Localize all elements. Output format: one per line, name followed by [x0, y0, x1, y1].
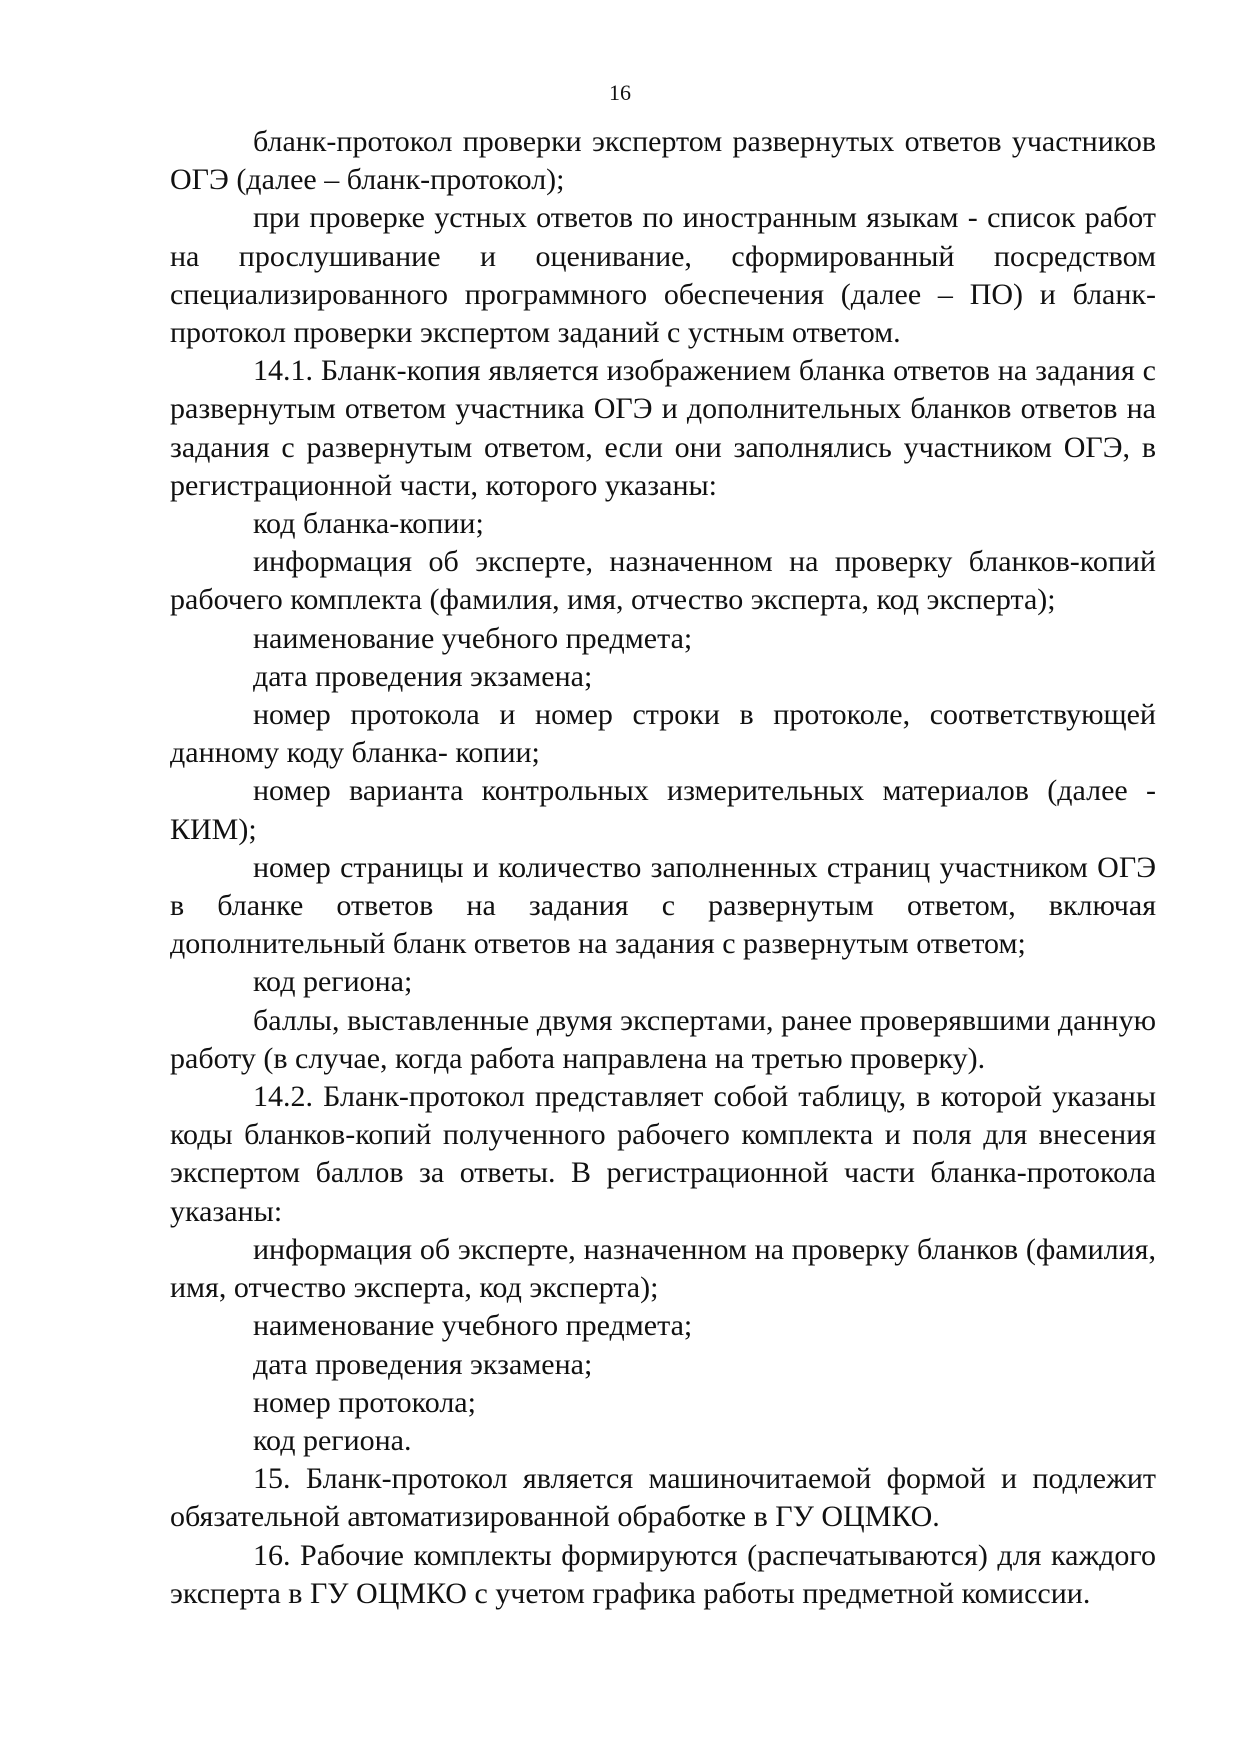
list-item: дата проведения экзамена;	[253, 1347, 593, 1381]
page-number: 16	[609, 80, 631, 105]
list-item: номер протокола;	[253, 1385, 476, 1419]
list-item: код региона;	[253, 965, 413, 999]
document-body	[170, 123, 1156, 1613]
paragraph: 15. Бланк-протокол является машиночитаемой формой и подлежит обязательной автоматизированной обработке в ГУ ОЦМКО.	[170, 1462, 1156, 1534]
paragraph: бланк-протокол проверки экспертом развернутых ответов участников ОГЭ (далее – бланк-протокол);	[170, 125, 1156, 197]
list-item: дата проведения экзамена;	[253, 659, 593, 693]
list-item: номер протокола и номер строки в протоколе, соответствующей данному коду бланка- копии;	[170, 698, 1156, 770]
paragraph: 14.2. Бланк-протокол представляет собой таблицу, в которой указаны коды бланков-копий полученного рабочего комплекта и поля для внесения экспертом баллов за ответы. В регистрационной части бланка-протокола указаны:	[170, 1080, 1156, 1228]
list-item: номер страницы и количество заполненных страниц участником ОГЭ в бланке ответов на задания с развернутым ответом, включая дополнительный бланк ответов на задания с развернутым ответом;	[170, 850, 1156, 961]
list-item: номер варианта контрольных измерительных материалов (далее - КИМ);	[170, 774, 1156, 846]
list-item: наименование учебного предмета;	[253, 621, 693, 655]
list-item: баллы, выставленные двумя экспертами, ранее проверявшими данную работу (в случае, когда работа направлена на третью проверку).	[170, 1003, 1156, 1075]
list-item: код региона.	[253, 1423, 412, 1457]
list-item: информация об эксперте, назначенном на проверку бланков-копий рабочего комплекта (фамилия, имя, отчество эксперта, код эксперта);	[170, 545, 1156, 617]
list-item: наименование учебного предмета;	[253, 1309, 693, 1343]
paragraph: 16. Рабочие комплекты формируются (распечатываются) для каждого эксперта в ГУ ОЦМКО с учетом графика работы предметной комиссии.	[170, 1538, 1156, 1610]
list-item: код бланка-копии;	[253, 507, 484, 541]
list-item: информация об эксперте, назначенном на проверку бланков (фамилия, имя, отчество эксперта, код эксперта);	[170, 1232, 1156, 1305]
paragraph: 14.1. Бланк-копия является изображением бланка ответов на задания с развернутым ответом участника ОГЭ и дополнительных бланков ответов на задания с развернутым ответом, если они заполнялись участником ОГЭ, в регистрационной части, которого указаны:	[170, 354, 1156, 502]
paragraph: при проверке устных ответов по иностранным языкам - список работ на прослушивание и оценивание, сформированный посредством специализированного программного обеспечения (далее – ПО) и бланк-протокол проверки экспертом заданий с устным ответом.	[170, 201, 1156, 350]
